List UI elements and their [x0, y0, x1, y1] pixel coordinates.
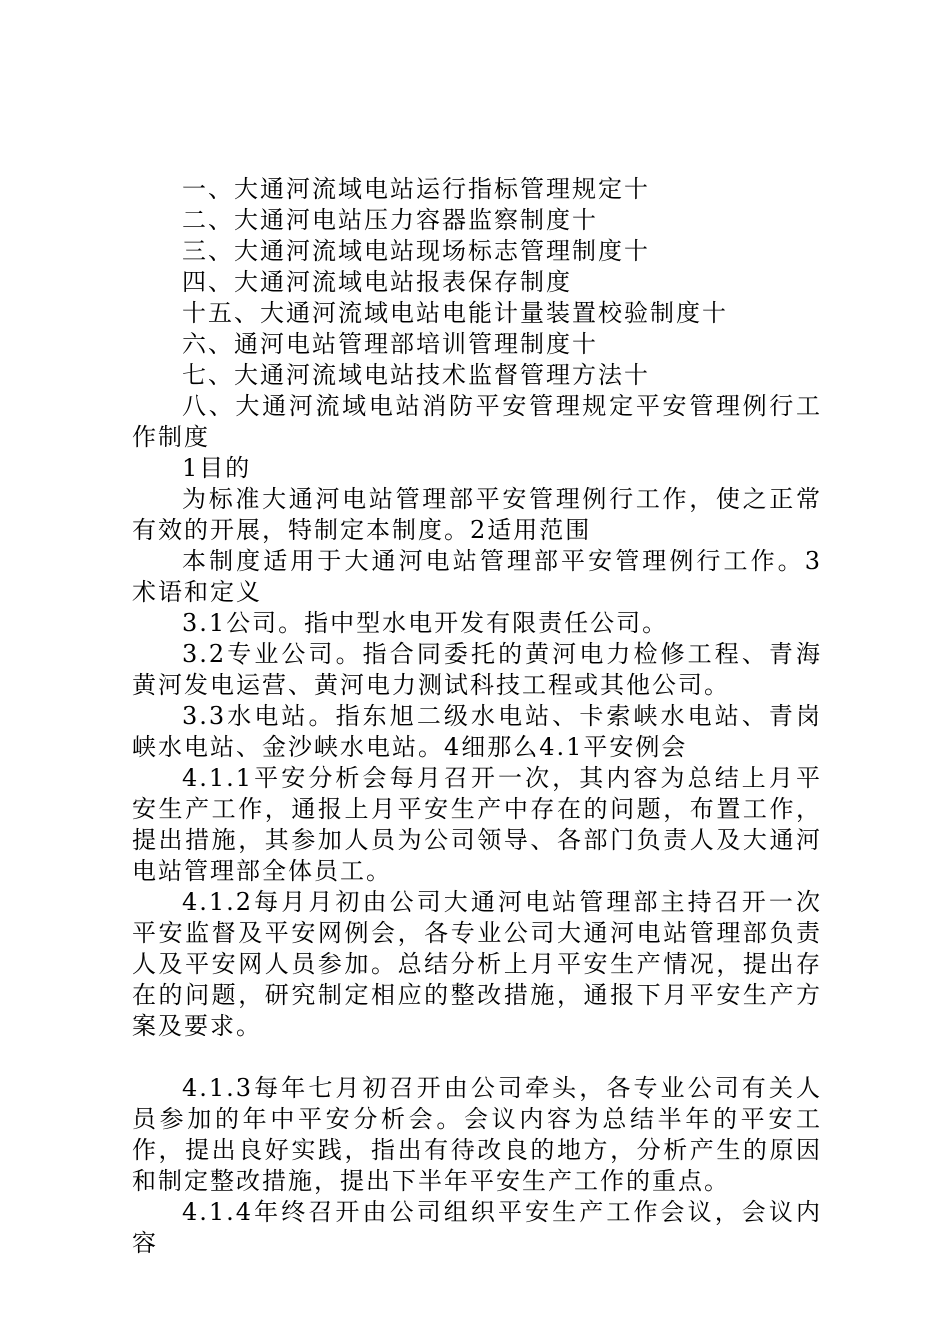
- toc-line: 三、大通河流域电站现场标志管理制度十: [182, 237, 650, 265]
- paragraph: 本制度适用于大通河电站管理部平安管理例行工作。3术语和定义: [132, 547, 822, 606]
- blank-line: [132, 1042, 822, 1073]
- toc-line: 四、大通河流域电站报表保存制度: [182, 268, 572, 296]
- toc-line: 八、大通河流域电站消防平安管理规定平安管理例行工作制度: [132, 392, 822, 451]
- paragraph: 为标准大通河电站管理部平安管理例行工作，使之正常有效的开展，特制定本制度。2适用范围: [132, 485, 822, 544]
- toc-line: 十五、大通河流域电站电能计量装置校验制度十: [182, 299, 728, 327]
- toc-line: 二、大通河电站压力容器监察制度十: [182, 206, 598, 234]
- paragraph: 3.3水电站。指东旭二级水电站、卡索峡水电站、青岗峡水电站、金沙峡水电站。4细那么4.1平安例会: [132, 702, 822, 761]
- paragraph: 3.1公司。指中型水电开发有限责任公司。: [182, 609, 669, 637]
- paragraph: 4.1.3每年七月初召开由公司牵头，各专业公司有关人员参加的年中平安分析会。会议内容为总结半年的平安工作，提出良好实践，指出有待改良的地方，分析产生的原因和制定整改措施，提出下半年平安生产工作的重点。: [132, 1074, 822, 1195]
- toc-line: 六、通河电站管理部培训管理制度十: [182, 330, 598, 358]
- paragraph: 4.1.1平安分析会每月召开一次，其内容为总结上月平安生产工作，通报上月平安生产中存在的问题，布置工作，提出措施，其参加人员为公司领导、各部门负责人及大通河电站管理部全体员工。: [132, 764, 822, 885]
- paragraph: 3.2专业公司。指合同委托的黄河电力检修工程、青海黄河发电运营、黄河电力测试科技工程或其他公司。: [132, 640, 822, 699]
- document-body: [132, 174, 822, 1259]
- section-heading: 1目的: [182, 454, 252, 482]
- toc-line: 一、大通河流域电站运行指标管理规定十: [182, 175, 650, 203]
- toc-line: 七、大通河流域电站技术监督管理方法十: [182, 361, 650, 389]
- paragraph: 4.1.2每月月初由公司大通河电站管理部主持召开一次平安监督及平安网例会，各专业公司大通河电站管理部负责人及平安网人员参加。总结分析上月平安生产情况，提出存在的问题，研究制定相应的整改措施，通报下月平安生产方案及要求。: [132, 888, 822, 1040]
- paragraph: 4.1.4年终召开由公司组织平安生产工作会议，会议内容: [132, 1198, 822, 1257]
